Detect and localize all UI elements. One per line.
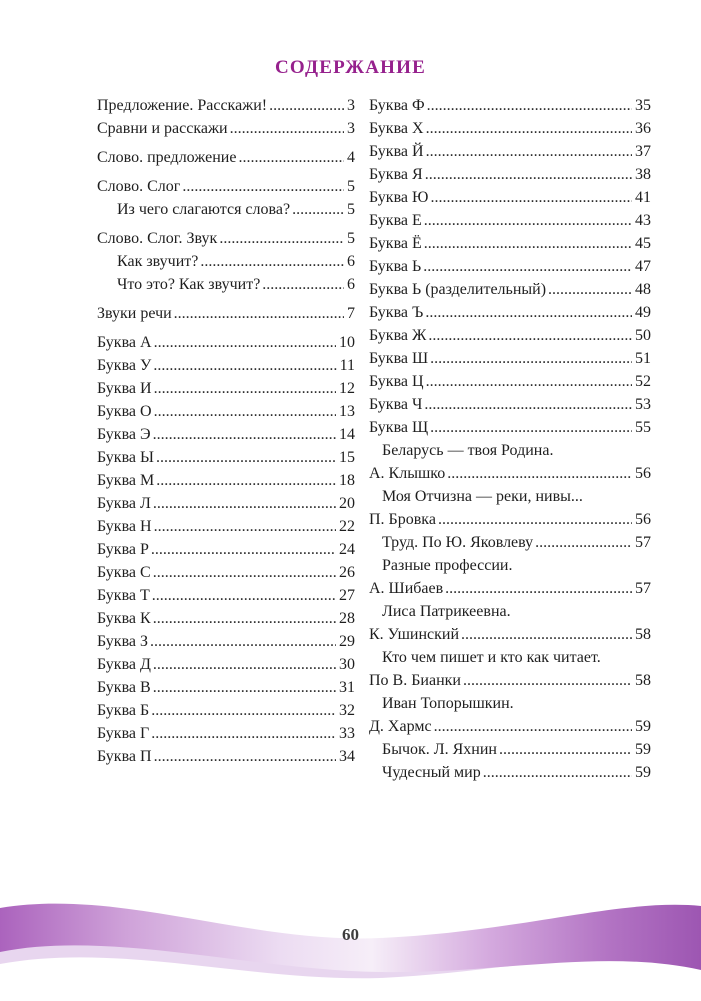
toc-entry bbox=[97, 699, 355, 722]
toc-entry-page: 15 bbox=[339, 449, 355, 466]
toc-entry-label: Буква Н bbox=[97, 518, 152, 535]
toc-entry-page: 3 bbox=[347, 120, 355, 137]
toc-entry bbox=[369, 186, 651, 209]
toc-entry-page: 6 bbox=[347, 253, 355, 270]
toc-entry-page: 5 bbox=[347, 230, 355, 247]
dot-leader bbox=[154, 745, 336, 768]
toc-entry bbox=[97, 175, 355, 198]
toc-entry-label: Буква Р bbox=[97, 541, 149, 558]
toc-entry bbox=[369, 255, 651, 278]
dot-leader bbox=[182, 175, 344, 198]
toc-entry-page: 59 bbox=[635, 718, 651, 735]
toc-entry-page: 12 bbox=[339, 380, 355, 397]
dot-leader bbox=[153, 354, 336, 377]
toc-entry-label: Чудесный мир bbox=[382, 764, 481, 781]
toc-entry bbox=[369, 117, 651, 140]
dot-leader bbox=[151, 722, 336, 745]
toc-columns bbox=[97, 94, 651, 784]
toc-entry-page: 57 bbox=[635, 580, 651, 597]
dot-leader bbox=[463, 669, 632, 692]
toc-entry bbox=[369, 462, 651, 485]
toc-entry bbox=[97, 745, 355, 768]
toc-entry-page: 52 bbox=[635, 373, 651, 390]
dot-leader bbox=[154, 515, 336, 538]
toc-entry-page: 55 bbox=[635, 419, 651, 436]
dot-leader bbox=[438, 508, 632, 531]
toc-entry-page: 57 bbox=[635, 534, 651, 551]
toc-entry-label: Буква Ю bbox=[369, 189, 429, 206]
dot-leader bbox=[152, 584, 336, 607]
toc-entry-page: 14 bbox=[339, 426, 355, 443]
toc-entry-page: 10 bbox=[339, 334, 355, 351]
toc-entry-label: Буква Ф bbox=[369, 97, 425, 114]
toc-entry-label: Сравни и расскажи bbox=[97, 120, 228, 137]
toc-entry-label: Буква О bbox=[97, 403, 152, 420]
toc-entry-page: 56 bbox=[635, 465, 651, 482]
dot-leader bbox=[426, 140, 632, 163]
toc-entry bbox=[369, 393, 651, 416]
toc-entry-label: Беларусь — твоя Родина. bbox=[382, 442, 554, 459]
toc-entry-page: 6 bbox=[347, 276, 355, 293]
dot-leader bbox=[238, 146, 344, 169]
toc-entry bbox=[97, 354, 355, 377]
toc-entry-page: 18 bbox=[339, 472, 355, 489]
dot-leader bbox=[153, 423, 336, 446]
toc-entry-label: Буква Щ bbox=[369, 419, 429, 436]
toc-entry bbox=[369, 301, 651, 324]
dot-leader bbox=[425, 301, 632, 324]
dot-leader bbox=[154, 400, 336, 423]
toc-entry-page: 33 bbox=[339, 725, 355, 742]
toc-entry-label: Буква Ч bbox=[369, 396, 423, 413]
toc-entry bbox=[97, 273, 355, 296]
toc-entry-label: Буква Ц bbox=[369, 373, 424, 390]
toc-entry bbox=[369, 738, 651, 761]
toc-entry bbox=[97, 469, 355, 492]
toc-entry-page: 7 bbox=[347, 305, 355, 322]
toc-entry-label: А. Клышко bbox=[369, 465, 446, 482]
toc-entry-label: Буква И bbox=[97, 380, 152, 397]
toc-entry bbox=[369, 94, 651, 117]
toc-entry-label: Буква Г bbox=[97, 725, 150, 742]
toc-entry bbox=[97, 515, 355, 538]
toc-entry-page: 53 bbox=[635, 396, 651, 413]
toc-entry-label: Буква Т bbox=[97, 587, 150, 604]
dot-leader bbox=[461, 623, 632, 646]
dot-leader bbox=[153, 561, 336, 584]
toc-entry-label: Буква Я bbox=[369, 166, 423, 183]
toc-entry-page: 24 bbox=[339, 541, 355, 558]
toc-entry bbox=[97, 250, 355, 273]
toc-entry-page: 48 bbox=[635, 281, 651, 298]
dot-leader bbox=[535, 531, 632, 554]
page-number: 60 bbox=[342, 925, 359, 944]
toc-entry-label: Буква Х bbox=[369, 120, 424, 137]
toc-entry-page: 34 bbox=[339, 748, 355, 765]
toc-entry-label: Слово. предложение bbox=[97, 149, 237, 166]
toc-entry bbox=[369, 692, 651, 715]
toc-entry bbox=[97, 117, 355, 140]
toc-entry-label: Буква К bbox=[97, 610, 151, 627]
toc-entry bbox=[369, 623, 651, 646]
toc-entry bbox=[369, 163, 651, 186]
dot-leader bbox=[428, 324, 632, 347]
dot-leader bbox=[153, 492, 336, 515]
toc-entry-label: Буква Б bbox=[97, 702, 150, 719]
toc-entry-label: Буква Ж bbox=[369, 327, 427, 344]
toc-entry-label: По В. Бианки bbox=[369, 672, 461, 689]
toc-entry bbox=[369, 508, 651, 531]
toc-entry-label: Буква М bbox=[97, 472, 155, 489]
toc-entry-page: 22 bbox=[339, 518, 355, 535]
dot-leader bbox=[424, 393, 632, 416]
toc-entry bbox=[97, 302, 355, 325]
toc-entry bbox=[369, 485, 651, 508]
toc-entry-label: Предложение. Расскажи! bbox=[97, 97, 268, 114]
dot-leader bbox=[424, 232, 632, 255]
toc-entry bbox=[369, 232, 651, 255]
dot-leader bbox=[292, 198, 344, 221]
toc-entry bbox=[97, 561, 355, 584]
toc-entry bbox=[369, 554, 651, 577]
toc-entry-page: 50 bbox=[635, 327, 651, 344]
toc-entry-label: Бычок. Л. Яхнин bbox=[382, 741, 497, 758]
toc-entry-page: 45 bbox=[635, 235, 651, 252]
dot-leader bbox=[447, 462, 632, 485]
toc-entry-page: 58 bbox=[635, 672, 651, 689]
toc-entry-page: 5 bbox=[347, 178, 355, 195]
toc-entry bbox=[97, 676, 355, 699]
dot-leader bbox=[153, 676, 336, 699]
toc-entry-page: 58 bbox=[635, 626, 651, 643]
toc-entry-page: 20 bbox=[339, 495, 355, 512]
toc-entry bbox=[97, 630, 355, 653]
toc-entry-label: Буква Ш bbox=[369, 350, 429, 367]
toc-entry-page: 41 bbox=[635, 189, 651, 206]
toc-entry-label: Буква Э bbox=[97, 426, 151, 443]
toc-entry-label: Буква Л bbox=[97, 495, 151, 512]
toc-entry bbox=[369, 278, 651, 301]
dot-leader bbox=[200, 250, 344, 273]
toc-entry-label: Лиса Патрикеевна. bbox=[382, 603, 511, 620]
toc-entry bbox=[369, 324, 651, 347]
toc-entry-label: Буква Ё bbox=[369, 235, 422, 252]
toc-entry bbox=[369, 347, 651, 370]
dot-leader bbox=[434, 715, 632, 738]
toc-entry-page: 51 bbox=[635, 350, 651, 367]
toc-entry-page: 43 bbox=[635, 212, 651, 229]
toc-entry bbox=[97, 653, 355, 676]
dot-leader bbox=[269, 94, 344, 117]
toc-entry-page: 59 bbox=[635, 764, 651, 781]
toc-entry-page: 37 bbox=[635, 143, 651, 160]
toc-entry-label: Труд. По Ю. Яковлеву bbox=[382, 534, 534, 551]
toc-entry bbox=[369, 370, 651, 393]
toc-entry-page: 27 bbox=[339, 587, 355, 604]
toc-column-left bbox=[97, 94, 355, 784]
toc-entry bbox=[369, 209, 651, 232]
toc-entry bbox=[97, 492, 355, 515]
dot-leader bbox=[151, 699, 336, 722]
toc-entry bbox=[369, 140, 651, 163]
toc-entry-page: 47 bbox=[635, 258, 651, 275]
toc-entry-label: Иван Топорышкин. bbox=[382, 695, 514, 712]
toc-entry-page: 56 bbox=[635, 511, 651, 528]
dot-leader bbox=[426, 117, 632, 140]
toc-entry-page: 59 bbox=[635, 741, 651, 758]
toc-entry-page: 32 bbox=[339, 702, 355, 719]
toc-entry-label: Буква Й bbox=[369, 143, 424, 160]
toc-entry-page: 35 bbox=[635, 97, 651, 114]
toc-entry-page: 3 bbox=[347, 97, 355, 114]
toc-entry bbox=[97, 146, 355, 169]
toc-entry bbox=[369, 646, 651, 669]
dot-leader bbox=[174, 302, 344, 325]
toc-entry-label: Буква Ь bbox=[369, 258, 422, 275]
toc-entry bbox=[97, 331, 355, 354]
toc-entry bbox=[369, 577, 651, 600]
toc-entry-page: 28 bbox=[339, 610, 355, 627]
toc-entry-label: Моя Отчизна — реки, нивы... bbox=[382, 488, 583, 505]
dot-leader bbox=[156, 469, 336, 492]
toc-entry-label: Буква С bbox=[97, 564, 151, 581]
toc-entry bbox=[97, 722, 355, 745]
toc-entry bbox=[369, 600, 651, 623]
dot-leader bbox=[262, 273, 344, 296]
toc-entry-label: Буква П bbox=[97, 748, 152, 765]
toc-entry bbox=[369, 761, 651, 784]
toc-entry-label: Буква Ы bbox=[97, 449, 154, 466]
toc-entry-label: Буква Ь (разделительный) bbox=[369, 281, 547, 298]
dot-leader bbox=[430, 347, 632, 370]
dot-leader bbox=[423, 255, 632, 278]
toc-entry-label: Буква В bbox=[97, 679, 151, 696]
toc-entry bbox=[369, 439, 651, 462]
toc-entry-page: 13 bbox=[339, 403, 355, 420]
toc-entry bbox=[97, 94, 355, 117]
toc-entry-label: Д. Хармс bbox=[369, 718, 432, 735]
toc-entry bbox=[97, 584, 355, 607]
dot-leader bbox=[425, 163, 632, 186]
dot-leader bbox=[548, 278, 632, 301]
toc-entry-label: Буква Е bbox=[369, 212, 422, 229]
toc-entry-page: 4 bbox=[347, 149, 355, 166]
dot-leader bbox=[151, 538, 336, 561]
toc-entry-page: 5 bbox=[347, 201, 355, 218]
toc-entry-label: Слово. Слог bbox=[97, 178, 181, 195]
toc-entry-page: 38 bbox=[635, 166, 651, 183]
dot-leader bbox=[154, 377, 336, 400]
dot-leader bbox=[150, 630, 336, 653]
dot-leader bbox=[219, 227, 344, 250]
toc-entry bbox=[97, 198, 355, 221]
dot-leader bbox=[230, 117, 344, 140]
dot-leader bbox=[430, 186, 632, 209]
toc-entry-page: 11 bbox=[339, 357, 355, 374]
toc-entry bbox=[97, 227, 355, 250]
toc-entry-label: Кто чем пишет и кто как читает. bbox=[382, 649, 601, 666]
toc-entry bbox=[369, 669, 651, 692]
toc-entry-label: К. Ушинский bbox=[369, 626, 460, 643]
toc-column-right bbox=[369, 94, 651, 784]
toc-entry-page: 26 bbox=[339, 564, 355, 581]
toc-entry-label: Буква А bbox=[97, 334, 152, 351]
toc-entry-label: А. Шибаев bbox=[369, 580, 444, 597]
toc-entry bbox=[369, 531, 651, 554]
toc-entry-label: Как звучит? bbox=[117, 253, 199, 270]
toc-entry bbox=[97, 607, 355, 630]
dot-leader bbox=[426, 370, 632, 393]
toc-entry-page: 30 bbox=[339, 656, 355, 673]
toc-entry-label: Буква Д bbox=[97, 656, 151, 673]
toc-entry-page: 36 bbox=[635, 120, 651, 137]
toc-entry-label: Разные профессии. bbox=[382, 557, 513, 574]
dot-leader bbox=[445, 577, 632, 600]
toc-entry-label: Буква З bbox=[97, 633, 149, 650]
toc-entry-label: Буква Ъ bbox=[369, 304, 424, 321]
toc-entry bbox=[369, 715, 651, 738]
toc-entry-label: Что это? Как звучит? bbox=[117, 276, 261, 293]
toc-entry-label: Из чего слагаются слова? bbox=[117, 201, 291, 218]
toc-entry bbox=[97, 446, 355, 469]
toc-entry-label: Буква У bbox=[97, 357, 152, 374]
toc-entry-label: Слово. Слог. Звук bbox=[97, 230, 218, 247]
dot-leader bbox=[424, 209, 632, 232]
toc-entry-page: 31 bbox=[339, 679, 355, 696]
toc-entry bbox=[97, 423, 355, 446]
toc-entry-label: Звуки речи bbox=[97, 305, 172, 322]
toc-entry-label: П. Бровка bbox=[369, 511, 436, 528]
toc-entry bbox=[97, 400, 355, 423]
toc-entry-page: 49 bbox=[635, 304, 651, 321]
page-title: СОДЕРЖАНИЕ bbox=[275, 57, 426, 78]
dot-leader bbox=[154, 331, 336, 354]
dot-leader bbox=[153, 653, 336, 676]
dot-leader bbox=[499, 738, 632, 761]
toc-entry bbox=[97, 377, 355, 400]
dot-leader bbox=[156, 446, 336, 469]
dot-leader bbox=[430, 416, 632, 439]
toc-entry-page: 29 bbox=[339, 633, 355, 650]
dot-leader bbox=[483, 761, 632, 784]
toc-entry bbox=[369, 416, 651, 439]
dot-leader bbox=[427, 94, 632, 117]
toc-entry bbox=[97, 538, 355, 561]
dot-leader bbox=[153, 607, 336, 630]
